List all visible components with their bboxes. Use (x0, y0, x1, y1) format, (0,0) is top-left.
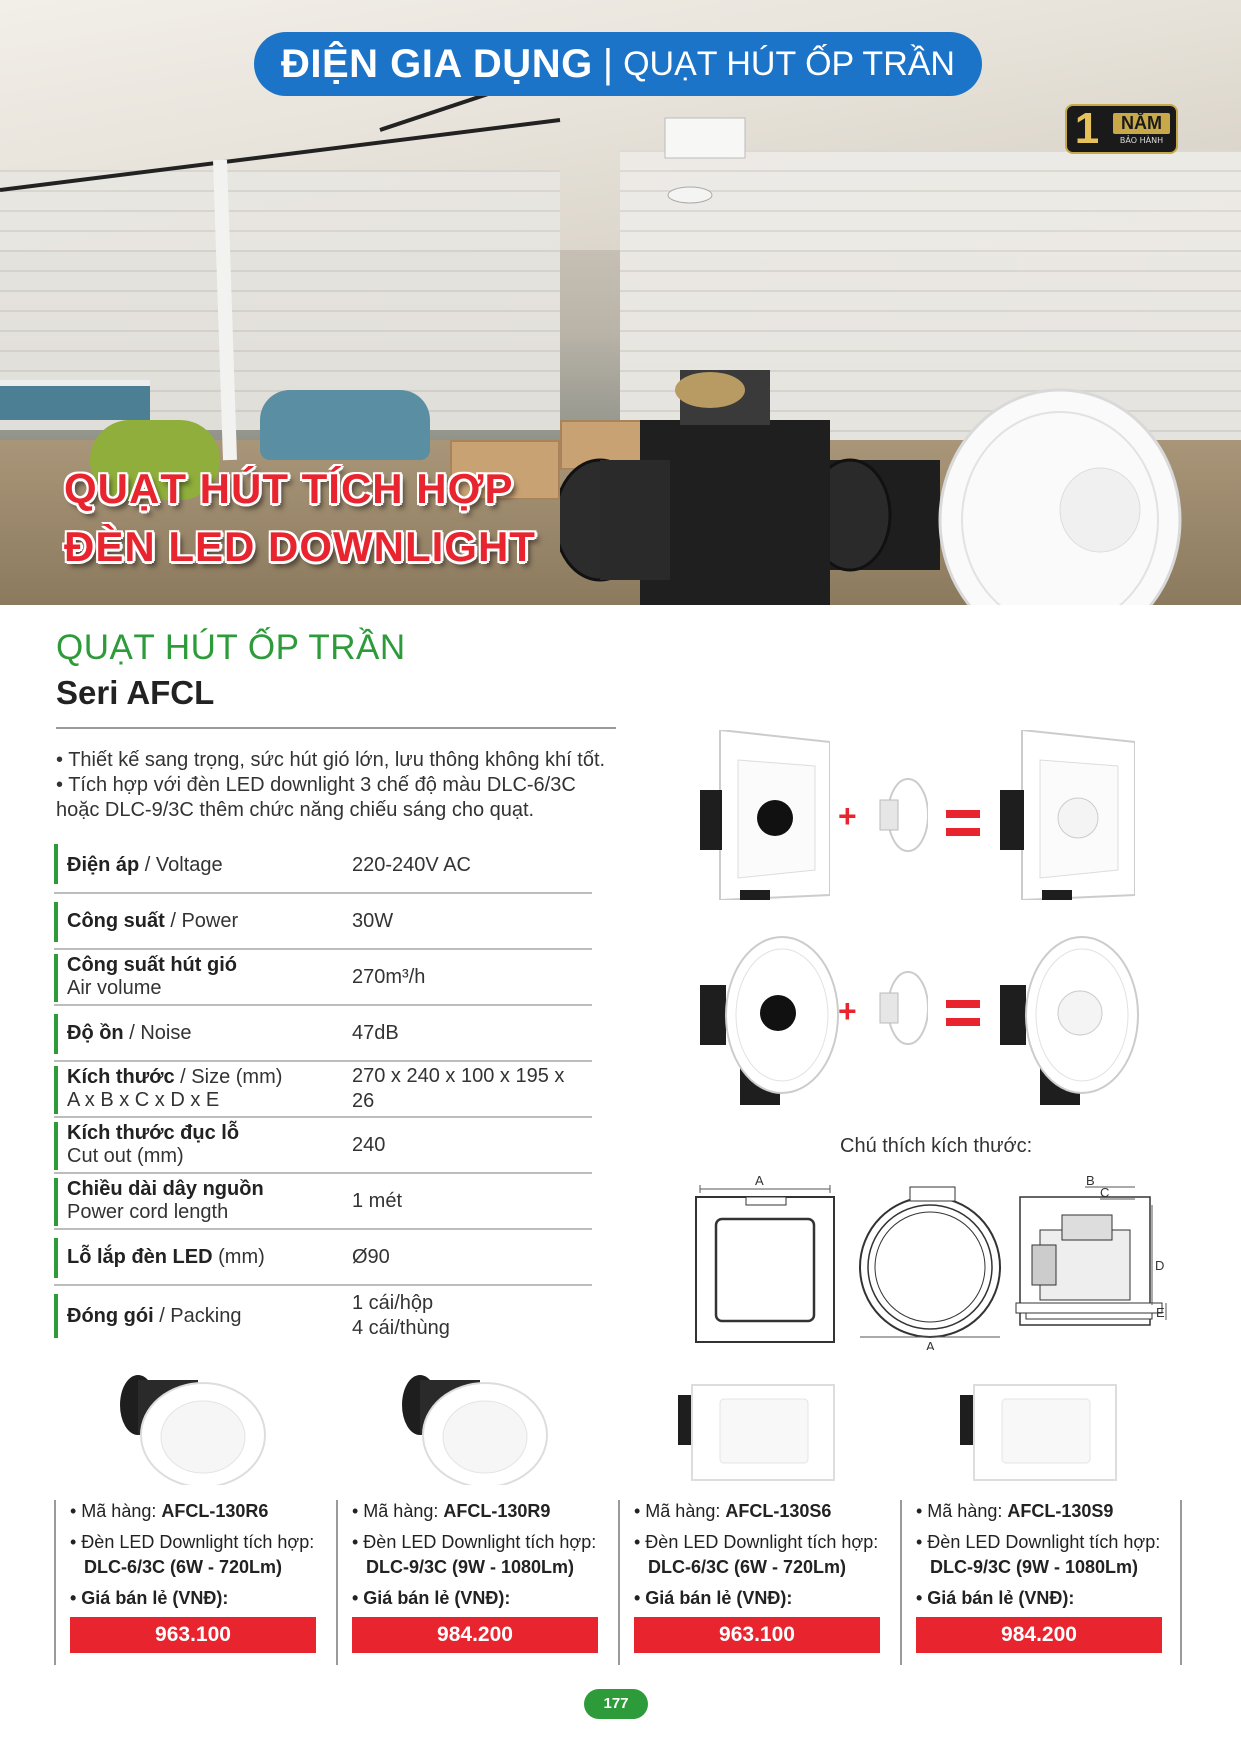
spec-label-bold: Chiều dài dây nguồn (67, 1178, 264, 1200)
banner-separator: | (602, 41, 614, 86)
spec-value: Ø90 (352, 1245, 390, 1268)
card-price-label: • Giá bán lẻ (VNĐ): (634, 1588, 793, 1608)
spec-label-line2: Air volume (67, 977, 162, 999)
hero-headline (64, 460, 536, 576)
product-image-afcl-130s9 (960, 1375, 1120, 1485)
spec-label-line2: Power cord length (67, 1201, 229, 1223)
spec-row-cut-out (54, 1118, 592, 1174)
spec-row-packing (54, 1286, 592, 1346)
spec-label-bold: Độ ồn (67, 1021, 124, 1044)
square-dimension-drawing (696, 1185, 834, 1342)
spec-row-led-hole (54, 1230, 592, 1286)
spec-value: 270m³/h (352, 965, 426, 988)
card-code: AFCL-130S6 (725, 1501, 832, 1521)
dimension-letter-c: C (1100, 1185, 1110, 1200)
spec-value-line: 4 cái/thùng (352, 1317, 450, 1339)
warranty-number: 1 (1074, 104, 1100, 153)
card-code-line (634, 1500, 904, 1522)
card-led-label: • Đèn LED Downlight tích hợp: (352, 1532, 597, 1552)
equals-sign (946, 810, 980, 836)
spec-accent-bar (54, 844, 58, 884)
description-line: • Tích hợp với đèn LED downlight 3 chế độ màu DLC-6/3C (56, 774, 576, 796)
led-downlight-image (878, 775, 928, 855)
dimension-letter-a: A (755, 1175, 764, 1188)
card-divider (336, 1500, 338, 1665)
plus-sign: + (838, 993, 857, 1029)
card-code-line (70, 1500, 340, 1522)
warranty-caption: BẢO HÀNH (1119, 136, 1164, 145)
spec-label-rest: / Voltage (139, 853, 223, 876)
product-card-afcl-130r6 (70, 1500, 340, 1665)
card-price-label: • Giá bán lẻ (VNĐ): (352, 1588, 511, 1608)
spec-row-power (54, 894, 592, 950)
spec-label-bold: Kích thước đục lỗ (67, 1122, 240, 1144)
product-card-afcl-130s6 (634, 1500, 904, 1665)
spec-accent-bar (54, 1122, 58, 1170)
spec-label-bold: Lỗ lắp đèn LED (67, 1245, 213, 1268)
plus-sign: + (838, 798, 857, 834)
spec-label (54, 910, 352, 933)
side-dimension-drawing (1016, 1187, 1166, 1325)
dimension-drawings (690, 1175, 1170, 1350)
card-price-label: • Giá bán lẻ (VNĐ): (916, 1588, 1075, 1608)
spec-accent-bar (54, 1238, 58, 1278)
card-divider (900, 1500, 902, 1665)
card-led-label: • Đèn LED Downlight tích hợp: (916, 1532, 1161, 1552)
spec-label-rest: / Power (164, 909, 239, 932)
product-image-afcl-130r9 (400, 1365, 550, 1485)
spec-accent-bar (54, 1178, 58, 1226)
spec-label-bold: Điện áp (67, 853, 140, 876)
spec-label (54, 1022, 352, 1045)
product-image-afcl-130s6 (678, 1375, 838, 1485)
product-image-afcl-130r6 (118, 1365, 268, 1485)
spec-label (54, 1178, 352, 1224)
round-dimension-drawing (860, 1187, 1000, 1337)
card-code-label: • Mã hàng: (352, 1501, 444, 1521)
spec-value (352, 1291, 592, 1341)
category-banner (254, 32, 982, 96)
led-downlight-image (878, 968, 928, 1048)
square-fan-front-image (700, 730, 830, 900)
card-divider (54, 1500, 56, 1665)
spec-value: 220-240V AC (352, 853, 471, 876)
description-line: hoặc DLC-9/3C thêm chức năng chiếu sáng cho quạt. (56, 799, 535, 821)
product-series: Seri AFCL (56, 674, 215, 711)
dimension-caption: Chú thích kích thước: (840, 1135, 1033, 1157)
subcategory-title: QUẠT HÚT ỐP TRẦN (623, 44, 955, 83)
card-divider (618, 1500, 620, 1665)
spec-label (54, 954, 352, 1000)
spec-label (54, 1122, 352, 1168)
spec-label (54, 854, 352, 877)
spec-label (54, 1246, 352, 1269)
dimension-letter-a2: A (926, 1339, 935, 1350)
spec-table (54, 838, 592, 1346)
card-code-label: • Mã hàng: (70, 1501, 162, 1521)
dimension-letter-b: B (1086, 1175, 1095, 1188)
card-code: AFCL-130R9 (443, 1501, 551, 1521)
category-title: ĐIỆN GIA DỤNG (281, 41, 593, 86)
spec-row-voltage (54, 838, 592, 894)
card-price: 963.100 (634, 1617, 880, 1653)
card-divider (1180, 1500, 1182, 1665)
dimension-letter-e: E (1156, 1305, 1165, 1320)
card-code: AFCL-130R6 (161, 1501, 269, 1521)
spec-row-air-volume (54, 950, 592, 1006)
hero-image (0, 0, 1241, 605)
card-price-label: • Giá bán lẻ (VNĐ): (70, 1588, 229, 1608)
card-led-model: DLC-9/3C (9W - 1080Lm) (366, 1557, 575, 1577)
dimension-letter-d: D (1155, 1258, 1165, 1273)
product-card-afcl-130r9 (352, 1500, 622, 1665)
square-fan-with-led-image (1000, 730, 1135, 900)
card-led-model: DLC-6/3C (6W - 720Lm) (84, 1557, 283, 1577)
card-led-model: DLC-6/3C (6W - 720Lm) (648, 1557, 847, 1577)
spec-label-bold: Đóng gói (67, 1304, 154, 1327)
card-price: 984.200 (916, 1617, 1162, 1653)
round-fan-with-led-image (1000, 935, 1140, 1105)
spec-label-bold: Kích thước (67, 1066, 175, 1088)
card-code-line (916, 1500, 1186, 1522)
spec-value: 30W (352, 909, 394, 932)
card-code: AFCL-130S9 (1007, 1501, 1114, 1521)
product-card-afcl-130s9 (916, 1500, 1186, 1665)
spec-value: 1 mét (352, 1189, 403, 1212)
fan-product-image (560, 360, 1240, 605)
spec-label (54, 1305, 352, 1328)
spec-row-power-cord (54, 1174, 592, 1230)
spec-value: 47dB (352, 1021, 399, 1044)
round-fan-front-image (700, 935, 840, 1105)
spec-label-rest: (mm) (212, 1245, 265, 1268)
spec-accent-bar (54, 1014, 58, 1054)
description-line: • Thiết kế sang trọng, sức hút gió lớn, lưu thông không khí tốt. (56, 749, 606, 771)
spec-value-line: 1 cái/hộp (352, 1292, 434, 1314)
spec-value: 270 x 240 x 100 x 195 x 26 (352, 1065, 565, 1112)
spec-accent-bar (54, 1294, 58, 1338)
spec-label-rest: / Size (mm) (174, 1066, 283, 1088)
card-led-label: • Đèn LED Downlight tích hợp: (634, 1532, 879, 1552)
product-description (56, 748, 656, 823)
hero-headline-line2: ĐÈN LED DOWNLIGHT (64, 523, 536, 570)
hero-headline-line1: QUẠT HÚT TÍCH HỢP (64, 465, 514, 512)
page-number: 177 (584, 1689, 648, 1719)
warranty-badge (1065, 104, 1178, 154)
title-divider (56, 727, 616, 729)
spec-row-noise (54, 1006, 592, 1062)
card-code-line (352, 1500, 622, 1522)
spec-label-line2: A x B x C x D x E (67, 1089, 220, 1111)
spec-value: 240 (352, 1133, 386, 1156)
spec-label (54, 1066, 352, 1112)
card-led-model: DLC-9/3C (9W - 1080Lm) (930, 1557, 1139, 1577)
warranty-unit: NĂM (1113, 113, 1170, 134)
spec-accent-bar (54, 902, 58, 942)
spec-label-rest: / Noise (123, 1021, 192, 1044)
card-led-label: • Đèn LED Downlight tích hợp: (70, 1532, 315, 1552)
spec-accent-bar (54, 954, 58, 1002)
spec-accent-bar (54, 1066, 58, 1114)
product-title: QUẠT HÚT ỐP TRẦN (56, 628, 406, 667)
equals-sign (946, 1000, 980, 1026)
spec-label-line2: Cut out (mm) (67, 1145, 184, 1167)
spec-label-rest: / Packing (153, 1304, 242, 1327)
spec-label-bold: Công suất hút gió (67, 954, 237, 976)
card-price: 963.100 (70, 1617, 316, 1653)
spec-row-size (54, 1062, 592, 1118)
card-price: 984.200 (352, 1617, 598, 1653)
card-code-label: • Mã hàng: (916, 1501, 1008, 1521)
spec-label-bold: Công suất (67, 909, 165, 932)
card-code-label: • Mã hàng: (634, 1501, 726, 1521)
